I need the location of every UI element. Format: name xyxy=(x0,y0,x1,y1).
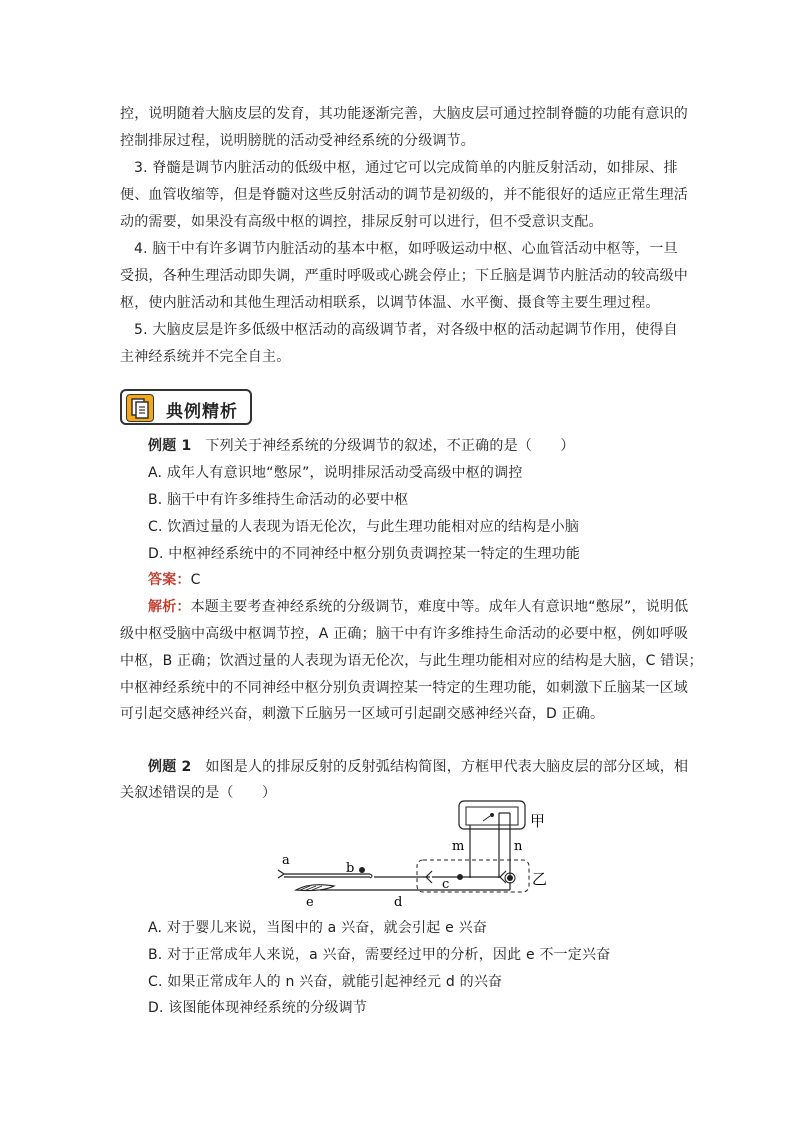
text-line: 便、血管收缩等，但是脊髓对这些反射活动的调节是初级的，并不能很好的适应正常生理活 xyxy=(120,187,688,203)
answer-value: C xyxy=(190,572,201,588)
question-text: 如图是人的排尿反射的反射弧结构简图，方框甲代表大脑皮层的部分区域，相 xyxy=(205,759,689,775)
section-title: 典例精析 xyxy=(166,402,238,422)
neuron-b-body xyxy=(359,867,365,873)
analysis-text: 本题主要考查神经系统的分级调节，难度中等。成年人有意识地“憋尿”，说明低 xyxy=(190,599,689,615)
label-jia: 甲 xyxy=(530,812,546,830)
label-e: e xyxy=(306,895,314,910)
label-m: m xyxy=(452,839,465,854)
label-c: c xyxy=(442,877,450,892)
option-b: B. 对于正常成年人来说，a 兴奋，需要经过甲的分析，因此 e 不一定兴奋 xyxy=(148,947,611,963)
document-icon xyxy=(126,394,154,422)
label-yi: 乙 xyxy=(532,870,548,888)
example-label: 例题 2 xyxy=(148,759,192,775)
example-2-question xyxy=(148,757,688,777)
label-b: b xyxy=(346,861,355,876)
point-3-line: 3. 脊髓是调节内脏活动的低级中枢，通过它可以完成简单的内脏反射活动，如排尿、排 xyxy=(134,160,678,176)
option-b: B. 脑干中有许多维持生命活动的必要中枢 xyxy=(148,492,409,508)
text-line: 受损，各种生理活动即失调，严重时呼吸或心跳会停止；下丘脑是调节内脏活动的较高级中 xyxy=(120,268,688,284)
text-line: 枢，使内脏活动和其他生理活动相联系，以调节体温、水平衡、摄食等主要生理过程。 xyxy=(120,295,660,311)
answer-label: 答案： xyxy=(148,572,191,588)
option-a: A. 对于婴儿来说，当图中的 a 兴奋，就会引起 e 兴奋 xyxy=(148,920,488,936)
point-4-line: 4. 脑干中有许多调节内脏活动的基本中枢，如呼吸运动中枢、心血管活动中枢等，一旦 xyxy=(134,241,678,257)
analysis-line: 中枢，B 正确；饮酒过量的人表现为语无伦次，与此生理功能相对应的结构是大脑，C 错误； xyxy=(120,653,703,669)
text-line: 动的需要，如果没有高级中枢的调控，排尿反射可以进行，但不受意识支配。 xyxy=(120,214,603,230)
analysis-line xyxy=(148,597,688,617)
option-c: C. 如果正常成年人的 n 兴奋，就能引起神经元 d 的兴奋 xyxy=(148,974,503,990)
question-text: 下列关于神经系统的分级调节的叙述，不正确的是（ ） xyxy=(205,438,575,454)
reflex-arc-diagram xyxy=(270,798,560,912)
example-1-question xyxy=(148,436,575,456)
example-label: 例题 1 xyxy=(148,438,192,454)
question-text: 关叙述错误的是（ ） xyxy=(120,785,277,801)
option-a: A. 成年人有意识地“憋尿”，说明排尿活动受高级中枢的调控 xyxy=(148,465,523,481)
text-line: 控，说明随着大脑皮层的发育，其功能逐渐完善，大脑皮层可通过控制脊髓的功能有意识的 xyxy=(120,106,688,122)
analysis-line: 级中枢受脑中高级中枢调节控，A 正确；脑干中有许多维持生命活动的必要中枢，例如呼吸 xyxy=(120,626,689,642)
option-c: C. 饮酒过量的人表现为语无伦次，与此生理功能相对应的结构是小脑 xyxy=(148,519,580,535)
option-d: D. 该图能体现神经系统的分级调节 xyxy=(148,1000,368,1016)
point-5-line: 5. 大脑皮层是许多低级中枢活动的高级调节者，对各级中枢的活动起调节作用，使得自 xyxy=(134,322,678,338)
label-d: d xyxy=(394,895,403,910)
text-line: 控制排尿过程，说明膀胱的活动受神经系统的分级调节。 xyxy=(120,133,475,149)
label-n: n xyxy=(514,839,523,854)
section-header xyxy=(120,389,252,425)
analysis-line: 中枢神经系统中的不同神经中枢分别负责调控某一特定的生理功能，如刺激下丘脑某一区域 xyxy=(120,680,688,696)
option-d: D. 中枢神经系统中的不同神经中枢分别负责调控某一特定的生理功能 xyxy=(148,546,581,562)
label-a: a xyxy=(282,853,290,868)
analysis-line: 可引起交感神经兴奋，刺激下丘脑另一区域可引起副交感神经兴奋，D 正确。 xyxy=(120,706,605,722)
text-line: 主神经系统并不完全自主。 xyxy=(120,349,291,365)
answer-line xyxy=(148,570,201,590)
analysis-label: 解析： xyxy=(148,599,191,615)
